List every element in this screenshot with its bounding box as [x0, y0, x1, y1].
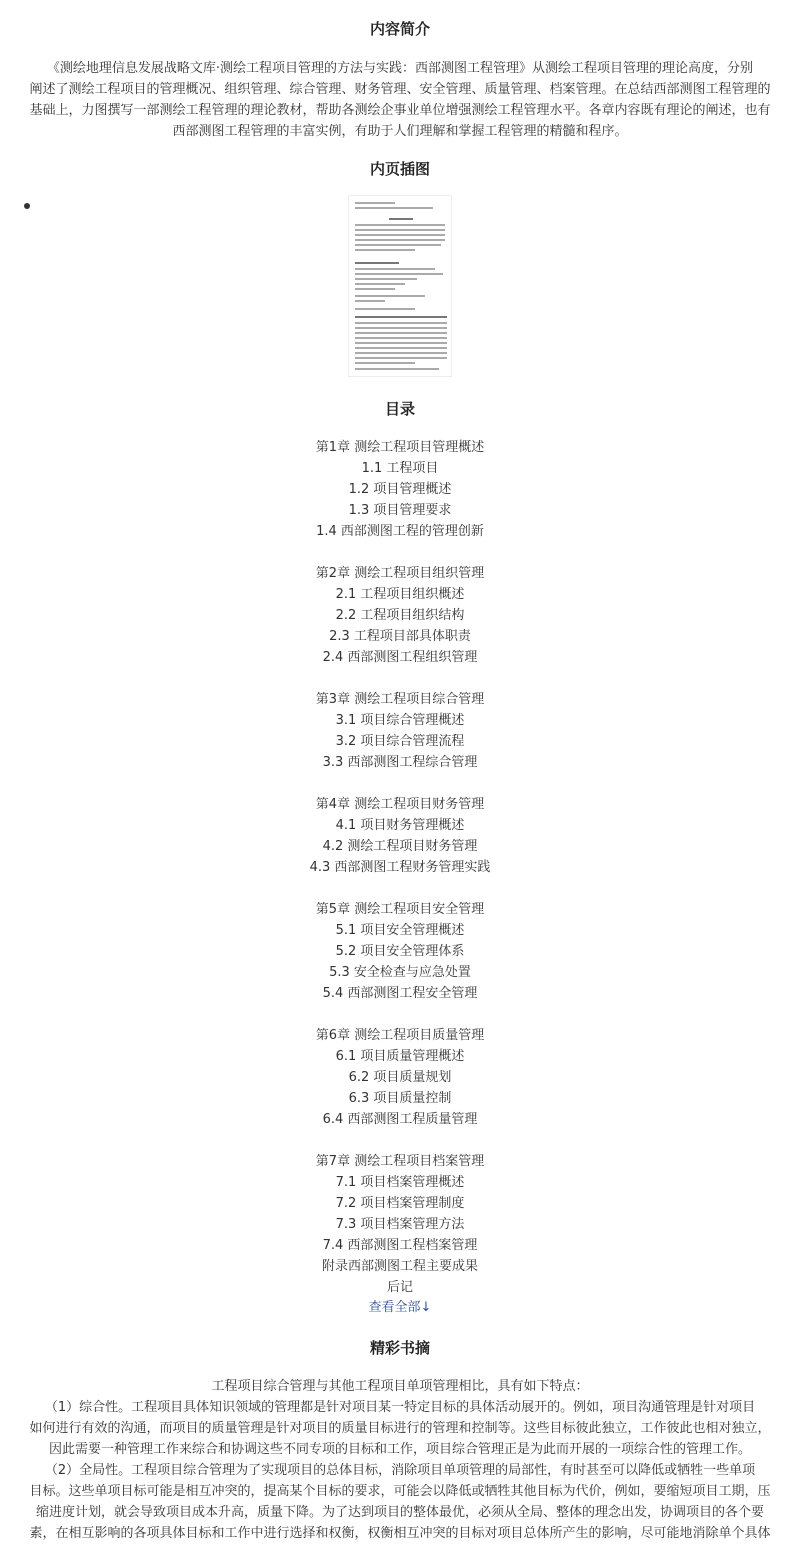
section-item: 4.2 测绘工程项目财务管理 [322, 839, 478, 854]
section-item: 3.1 项目综合管理概述 [335, 713, 465, 728]
illustration-title: 内页插图 [369, 160, 430, 178]
toc-title: 目录 [384, 400, 415, 418]
intro-line: 基础上，力图撰写一部测绘工程管理的理论教材，帮助各测绘企事业单位增强测绘工程管理水平。各章内容既有理论的阐述，也有 [29, 103, 771, 118]
section-item: 7.3 项目档案管理方法 [335, 1217, 465, 1232]
excerpt-line: 如何进行有效的沟通，而项目的质量管理是针对项目的质量目标进行的管理和控制等。这些目标彼此独立，工作彼此也相对独立， [29, 1421, 771, 1436]
intro-line: 西部测图工程管理的丰富实例，有助于人们理解和掌握工程管理的精髓和程序。 [172, 124, 628, 139]
inner-page-illustration-image[interactable] [348, 195, 452, 377]
excerpt-line: 因此需要一种管理工作来综合和协调这些不同专项的目标和工作，项目综合管理正是为此而开展的一项综合性的管理工作。 [48, 1442, 751, 1457]
section-item: 6.1 项目质量管理概述 [335, 1049, 465, 1064]
excerpt-line: 目标。这些单项目标可能是相互冲突的，提高某个目标的要求，可能会以降低或牺牲其他目标为代价，例如，要缩短项目工期，压 [29, 1484, 771, 1499]
excerpt-title: 精彩书摘 [369, 1339, 430, 1357]
section-item: 7.1 项目档案管理概述 [335, 1175, 465, 1190]
section-item: 1.2 项目管理概述 [348, 482, 452, 497]
chapter-title: 第7章 测绘工程项目档案管理 [315, 1154, 485, 1169]
intro-line: 《测绘地理信息发展战略文库·测绘工程项目管理的方法与实践：西部测图工程管理》从测绘工程项目管理的理论高度，分别 [46, 61, 754, 76]
section-item: 6.4 西部测图工程质量管理 [322, 1112, 478, 1127]
excerpt-line: （2）全局性。工程项目综合管理为了实现项目的总体目标，消除项目单项管理的局部性，有时甚至可以降低或牺牲一些单项 [44, 1463, 756, 1478]
chapter-title: 第6章 测绘工程项目质量管理 [315, 1028, 485, 1043]
excerpt-line: 工程项目综合管理与其他工程项目单项管理相比，具有如下特点： [211, 1379, 589, 1394]
section-item: 3.3 西部测图工程综合管理 [322, 755, 478, 770]
chapter-title: 第5章 测绘工程项目安全管理 [315, 902, 485, 917]
chapter-title: 第2章 测绘工程项目组织管理 [315, 566, 485, 581]
intro-line: 阐述了测绘工程项目的管理概况、组织管理、综合管理、财务管理、安全管理、质量管理、档案管理。在总结西部测图工程管理的 [29, 82, 771, 97]
appendix-item: 附录西部测图工程主要成果 [321, 1259, 478, 1274]
show-all-link[interactable]: 查看全部↓ [368, 1300, 432, 1315]
excerpt-line: 缩进度计划，就会导致项目成本升高，质量下降。为了达到项目的整体最优，必须从全局、整体的理念出发，协调项目的各个要 [35, 1505, 764, 1520]
chapter-title: 第1章 测绘工程项目管理概述 [315, 440, 485, 455]
section-item: 1.4 西部测图工程的管理创新 [316, 524, 484, 539]
section-item: 2.3 工程项目部具体职责 [329, 629, 471, 644]
chapter-title: 第3章 测绘工程项目综合管理 [315, 692, 485, 707]
list-bullet [24, 203, 30, 209]
section-item: 5.1 项目安全管理概述 [335, 923, 465, 938]
section-item: 7.4 西部测图工程档案管理 [322, 1238, 478, 1253]
section-item: 1.1 工程项目 [361, 461, 439, 476]
section-item: 4.1 项目财务管理概述 [335, 818, 465, 833]
section-item: 2.1 工程项目组织概述 [335, 587, 465, 602]
excerpt-line: 素，在相互影响的各项具体目标和工作中进行选择和权衡，权衡相互冲突的目标对项目总体所产生的影响，尽可能地消除单个具体 [29, 1526, 771, 1541]
chapter-title: 第4章 测绘工程项目财务管理 [315, 797, 485, 812]
section-item: 4.3 西部测图工程财务管理实践 [309, 860, 491, 875]
section-item: 2.4 西部测图工程组织管理 [322, 650, 478, 665]
excerpt-line: （1）综合性。工程项目具体知识领域的管理都是针对项目某一特定目标的具体活动展开的。例如，项目沟通管理是针对项目 [44, 1400, 756, 1415]
section-item: 6.3 项目质量控制 [348, 1091, 452, 1106]
section-item: 5.4 西部测图工程安全管理 [322, 986, 478, 1001]
section-item: 3.2 项目综合管理流程 [335, 734, 465, 749]
section-item: 7.2 项目档案管理制度 [335, 1196, 465, 1211]
section-item: 5.3 安全检查与应急处置 [329, 965, 471, 980]
intro-title: 内容简介 [369, 20, 430, 38]
section-item: 2.2 工程项目组织结构 [335, 608, 465, 623]
afterword-item: 后记 [386, 1280, 413, 1295]
table-of-contents [0, 437, 800, 1298]
section-item: 6.2 项目质量规划 [348, 1070, 452, 1085]
section-item: 1.3 项目管理要求 [348, 503, 452, 518]
section-item: 5.2 项目安全管理体系 [335, 944, 465, 959]
